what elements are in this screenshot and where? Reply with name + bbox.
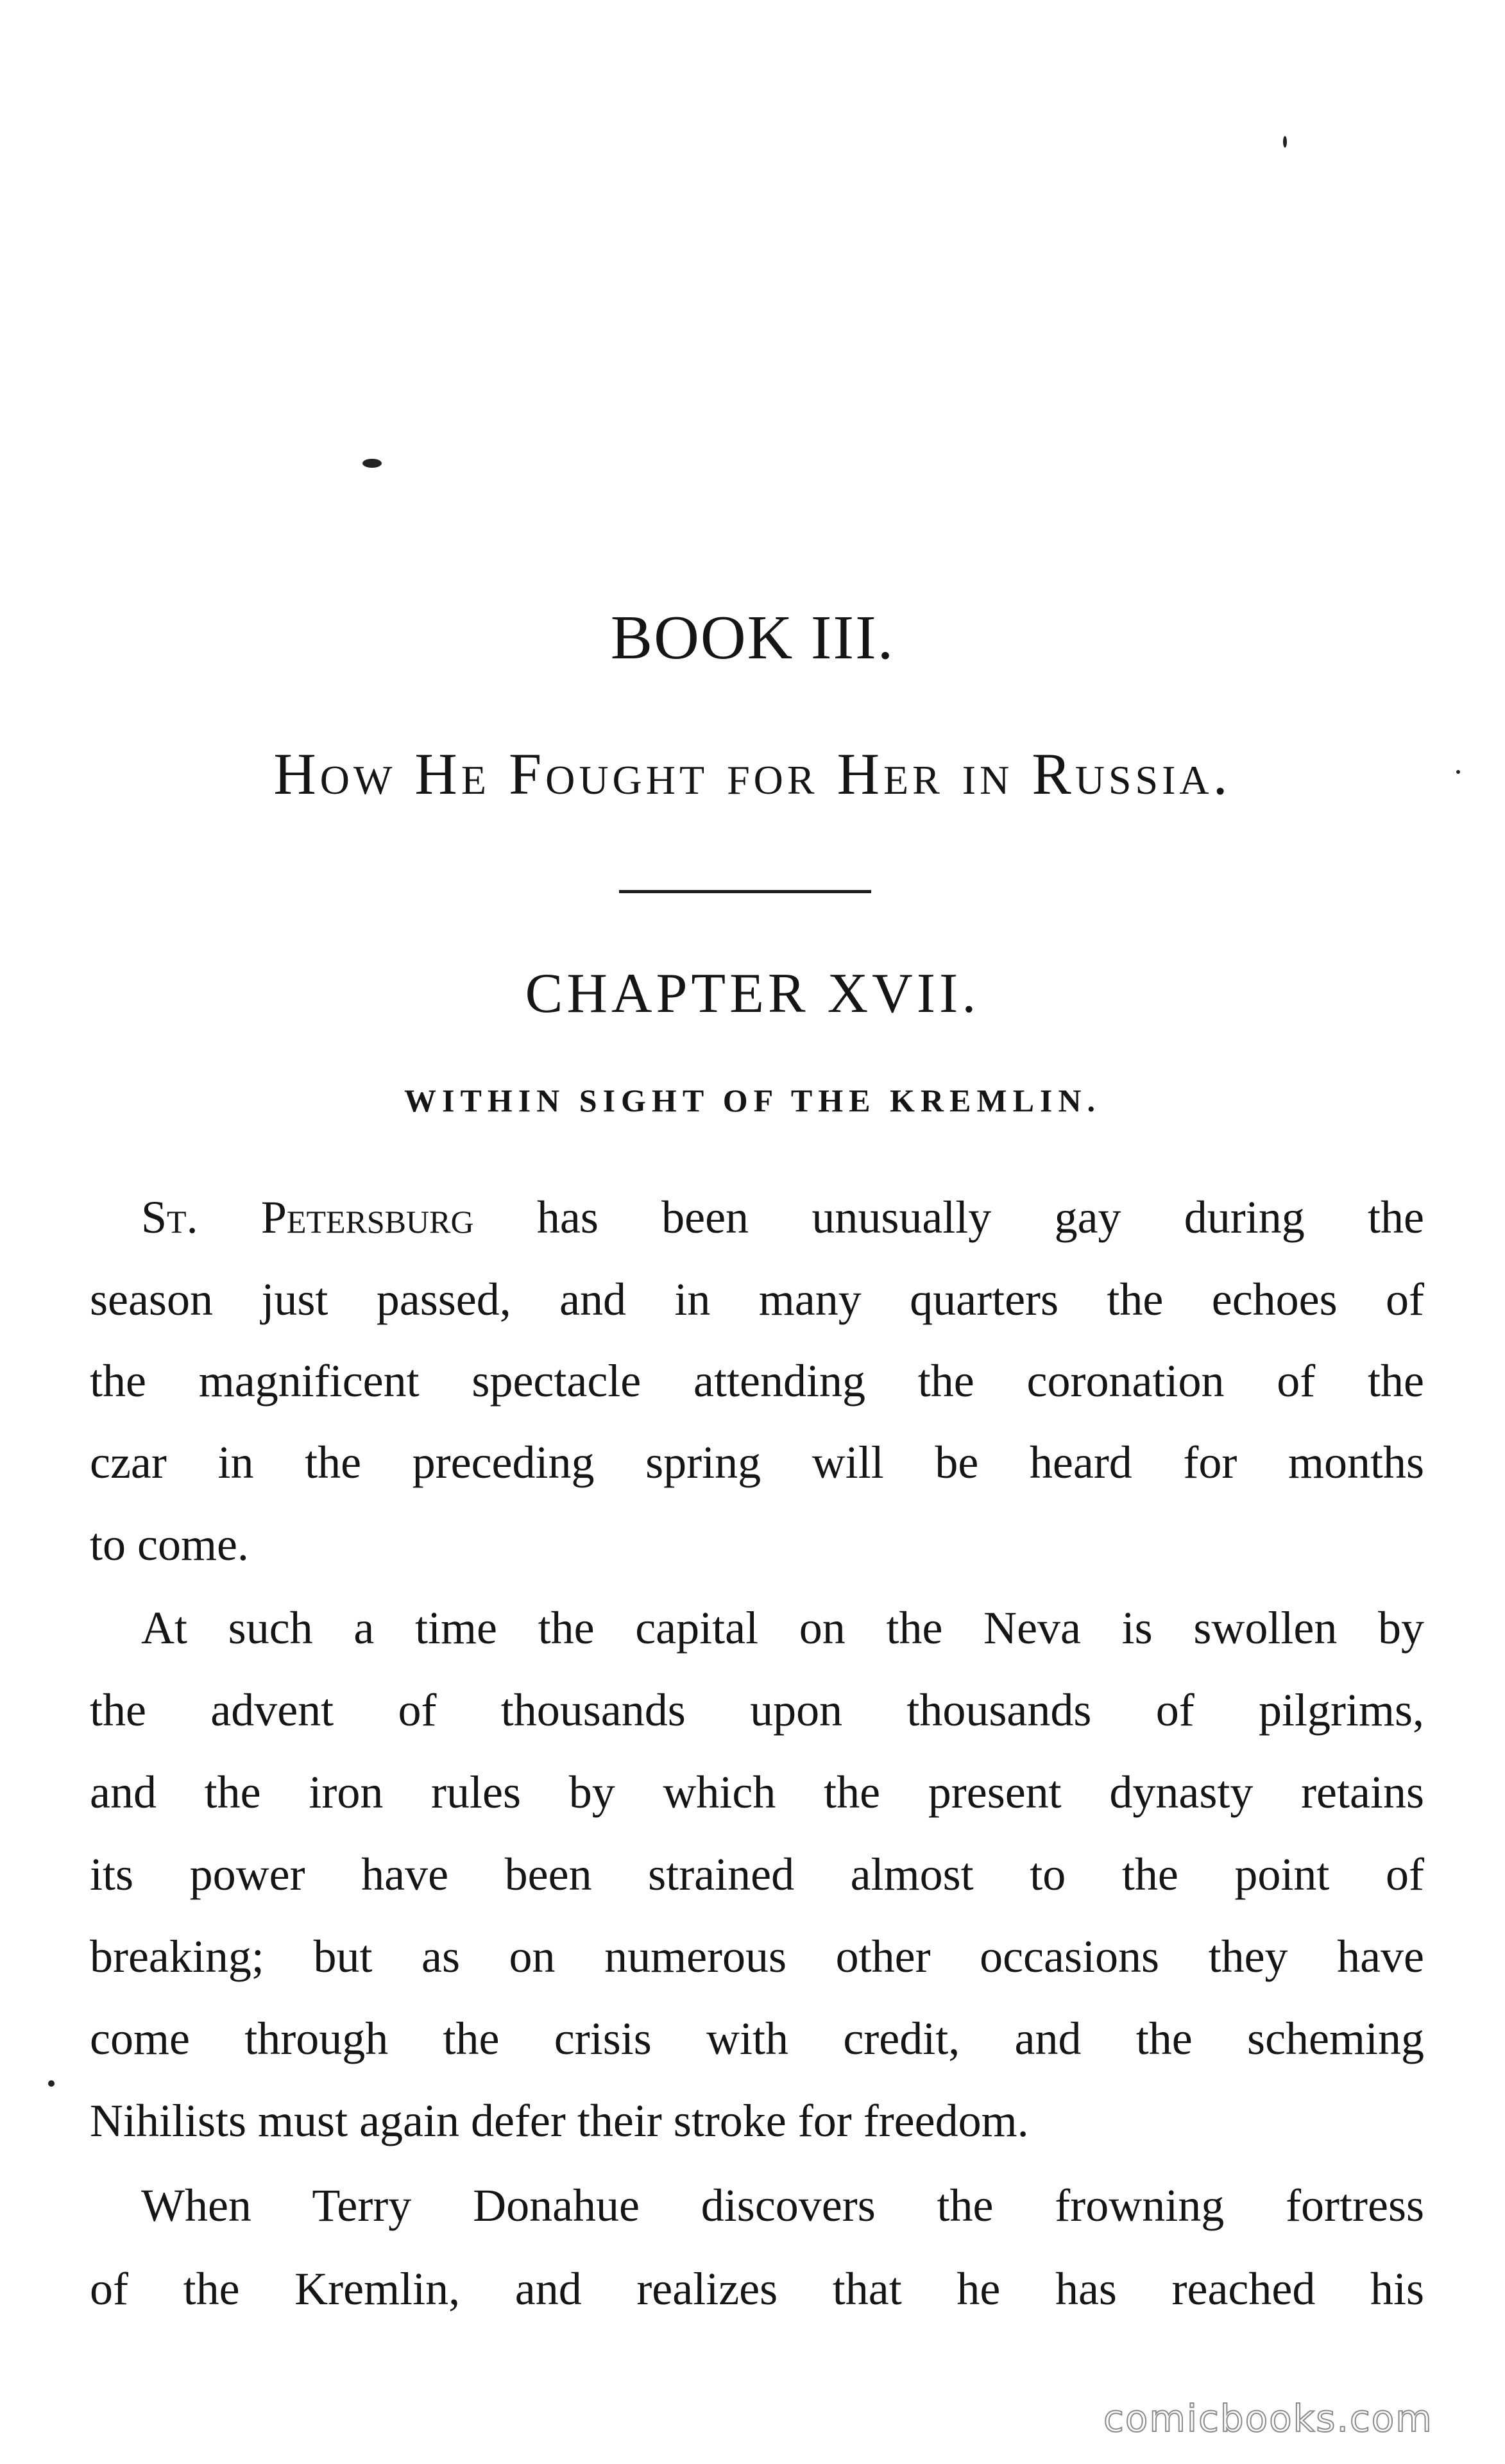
body-line: of the Kremlin, and realizes that he has reached his — [90, 2263, 1424, 2314]
body-line: the magnificent spectacle attending the coronation of the — [90, 1355, 1424, 1407]
divider-rule — [619, 890, 871, 893]
body-line-text: has been unusually gay during the — [536, 1192, 1425, 1243]
ink-speck — [362, 459, 382, 468]
body-line — [141, 1188, 1424, 1246]
body-line: At such a time the capital on the Neva is swollen by — [141, 1602, 1424, 1654]
ink-speck — [1456, 770, 1460, 774]
body-line: breaking; but as on numerous other occasions they have — [90, 1931, 1424, 1982]
body-line: When Terry Donahue discovers the frowning fortress — [141, 2180, 1424, 2231]
body-line: season just passed, and in many quarters the echoes of — [90, 1274, 1424, 1325]
body-line: its power have been strained almost to the point of — [90, 1849, 1424, 1900]
chapter-subtitle: WITHIN SIGHT OF THE KREMLIN. — [404, 1082, 1101, 1118]
body-line: come through the crisis with credit, and the scheming — [90, 2013, 1424, 2064]
body-line: the advent of thousands upon thousands of pilgrims, — [90, 1684, 1424, 1736]
ink-speck — [48, 2080, 55, 2087]
chapter-heading: CHAPTER XVII. — [525, 963, 980, 1025]
body-line: czar in the preceding spring will be heard for months — [90, 1437, 1424, 1488]
paragraph-lead: St. Petersburg — [141, 1192, 474, 1243]
body-line: to come. — [90, 1519, 249, 1570]
ink-speck — [1283, 136, 1287, 148]
watermark: comicbooks.com — [1103, 2397, 1433, 2440]
body-line: Nihilists must again defer their stroke for freedom. — [90, 2095, 1029, 2146]
body-line: and the iron rules by which the present dynasty retains — [90, 1767, 1424, 1818]
book-heading: BOOK III. — [610, 603, 895, 672]
book-subtitle: How He Fought for Her in Russia. — [273, 741, 1232, 807]
